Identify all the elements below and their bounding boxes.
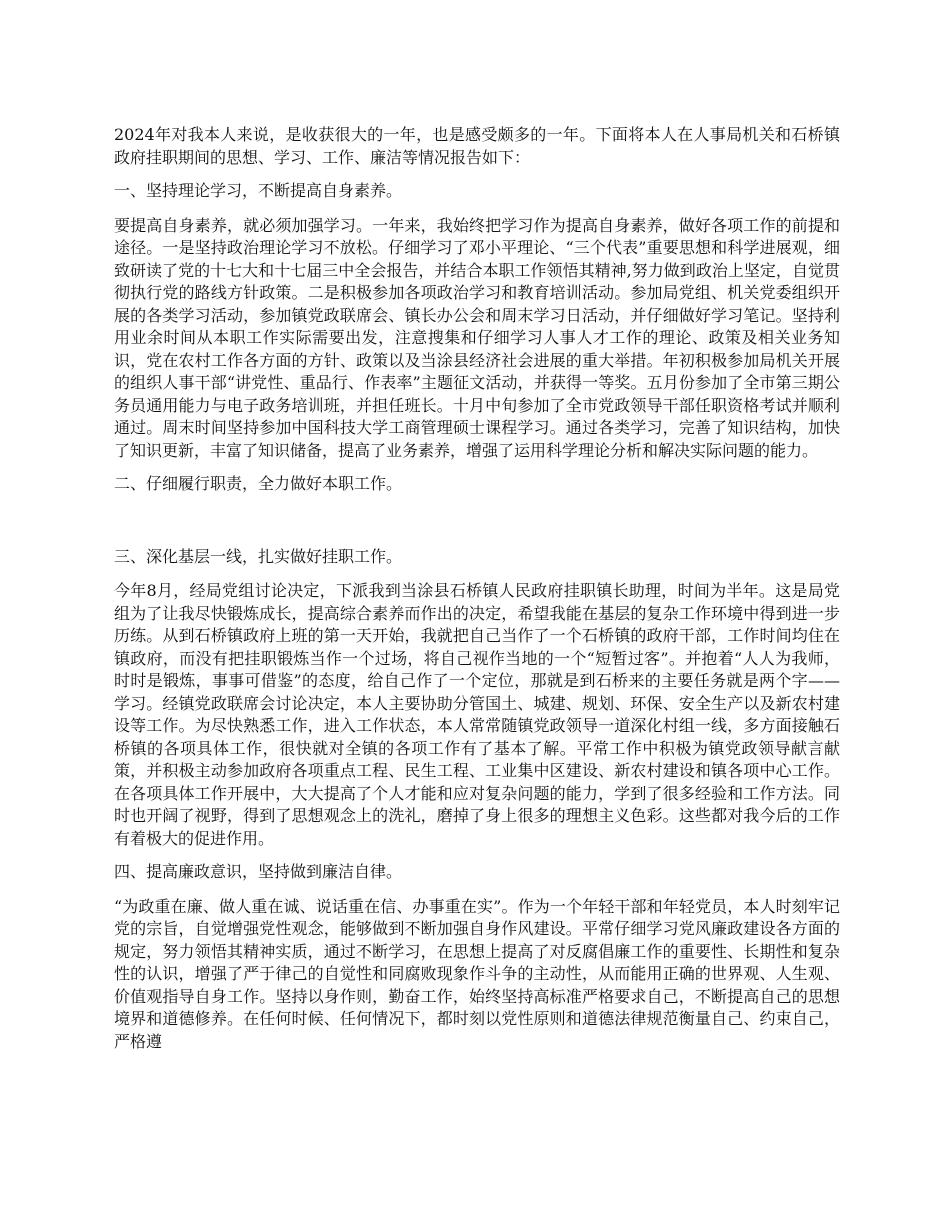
section-3-heading: 三、深化基层一线，扎实做好挂职工作。 — [114, 546, 403, 566]
section-2-heading: 二、仔细履行职责，全力做好本职工作。 — [114, 474, 403, 493]
section-4-body: “为政重在廉、做人重在诚、说话重在信、办事重在实”。作为一个年轻干部和年轻党员，本人时刻牢记党的宗旨，自觉增强党性观念，能够做到不断加强自身作风建设。平常仔细学习党风廉政建设各方面的规定，努力领悟其精神实质，通过不断学习，在思想上提高了对反腐倡廉工作的重要性、长期性和复杂性的认识，增强了严于律己的自觉性和同腐败现象作斗争的主动性，从而能用正确的世界观、人生观、价值观指导自身工作。坚持以身作则，勤奋工作，始终坚持高标准严格要求自己，不断提高自己的思想境界和道德修养。在任何时候、任何情况下，都时刻以党性原则和道德法律规范衡量自己、约束自己，严格遵 — [114, 896, 840, 1051]
document-page — [114, 124, 840, 1064]
section-1-heading: 一、坚持理论学习，不断提高自身素养。 — [114, 181, 403, 200]
section-3-body: 今年8月，经局党组讨论决定，下派我到当涂县石桥镇人民政府挂职镇长助理，时间为半年。这是局党组为了让我尽快锻炼成长，提高综合素养而作出的决定，希望我能在基层的复杂工作环境中得到进一步历练。从到石桥镇政府上班的第一天开始，我就把自己当作了一个石桥镇的政府干部，工作时间均住在镇政府，而没有把挂职锻炼当作一个过场，将自己视作当地的一个“短暂过客”。并抱着“人人为我师，时时是锻炼，事事可借鉴”的态度，给自己作了一个定位，那就是到石桥来的主要任务就是两个字——学习。经镇党政联席会讨论决定，本人主要协助分管国土、城建、规划、环保、安全生产以及新农村建设等工作。为尽快熟悉工作，进入工作状态，本人常常随镇党政领导一道深化村组一线，多方面接触石桥镇的各项具体工作，很快就对全镇的各项工作有了基本了解。平常工作中积极为镇党政领导献言献策，并积极主动参加政府各项重点工程、民生工程、工业集中区建设、新农村建设和镇各项中心工作。在各项具体工作开展中，大大提高了个人才能和应对复杂问题的能力，学到了很多经验和工作方法。同时也开阔了视野，得到了思想观念上的洗礼，磨掉了身上很多的理想主义色彩。这些都对我今后的工作有着极大的促进作用。 — [114, 581, 840, 848]
section-1-body: 要提高自身素养，就必须加强学习。一年来，我始终把学习作为提高自身素养，做好各项工作的前提和途径。一是坚持政治理论学习不放松。仔细学习了邓小平理论、“三个代表”重要思想和科学进展观，细致研读了党的十七大和十七届三中全会报告，并结合本职工作领悟其精神,努力做到政治上坚定，自觉贯彻执行党的路线方针政策。二是积极参加各项政治学习和教育培训活动。参加局党组、机关党委组织开展的各类学习活动，参加镇党政联席会、镇长办公会和周末学习日活动，并仔细做好学习笔记。坚持利用业余时间从本职工作实际需要出发，注意搜集和仔细学习人事人才工作的理论、政策及相关业务知识，党在农村工作各方面的方针、政策以及当涂县经济社会进展的重大举措。年初积极参加局机关开展的组织人事干部“讲党性、重品行、作表率”主题征文活动，并获得一等奖。五月份参加了全市第三期公务员通用能力与电子政务培训班，并担任班长。十月中旬参加了全市党政领导干部任职资格考试并顺利通过。周末时间坚持参加中国科技大学工商管理硕士课程学习。通过各类学习，完善了知识结构，加快了知识更新，丰富了知识储备，提高了业务素养，增强了运用科学理论分析和解决实际问题的能力。 — [114, 215, 840, 460]
intro-paragraph: 2024年对我本人来说，是收获很大的一年，也是感受颇多的一年。下面将本人在人事局机关和石桥镇政府挂职期间的思想、学习、工作、廉洁等情况报告如下： — [114, 125, 840, 167]
section-4-heading: 四、提高廉政意识，坚持做到廉洁自律。 — [114, 862, 403, 881]
section-2-blank-space — [114, 508, 840, 546]
